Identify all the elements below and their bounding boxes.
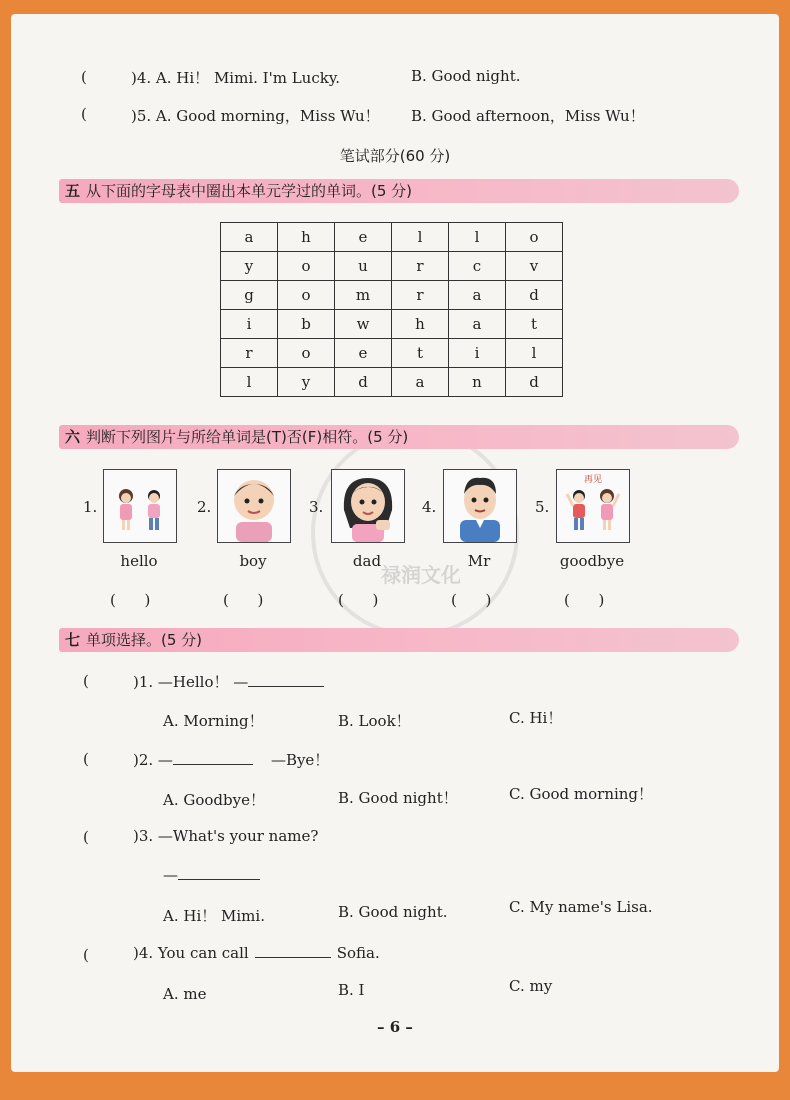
mc-q1-paren[interactable]: ( — [83, 672, 89, 690]
picture-4-number: 4. — [422, 498, 437, 516]
letter-grid-cell[interactable]: l — [221, 368, 278, 397]
picture-3-number: 3. — [309, 498, 324, 516]
letter-grid-cell[interactable]: l — [449, 223, 506, 252]
picture-4-word: Mr — [467, 552, 491, 570]
letter-grid-cell[interactable]: r — [392, 281, 449, 310]
mc-q3-answer-line — [163, 866, 260, 884]
picture-1-answer-blank[interactable]: ( ) — [110, 591, 151, 609]
mc-q4-stem-after: Sofia. — [336, 944, 380, 962]
letter-grid-cell[interactable]: b — [278, 310, 335, 339]
listening-q4-option-b: B. Good night. — [411, 67, 521, 85]
mc-q1-option-c[interactable]: C. Hi！ — [509, 709, 563, 727]
letter-grid-row — [221, 339, 563, 368]
mc-q3-option-b[interactable]: B. Good night. — [338, 903, 448, 921]
mc-q1-option-b[interactable]: B. Look！ — [338, 712, 411, 730]
picture-2 — [217, 469, 291, 543]
letter-grid-cell[interactable]: a — [449, 310, 506, 339]
letter-grid-cell[interactable]: r — [392, 252, 449, 281]
picture-5-word: goodbye — [559, 552, 625, 570]
letter-grid-row — [221, 368, 563, 397]
letter-grid-cell[interactable]: m — [335, 281, 392, 310]
picture-2-word: boy — [239, 552, 267, 570]
letter-grid-cell[interactable]: w — [335, 310, 392, 339]
mc-q2-option-a[interactable]: A. Goodbye！ — [163, 791, 265, 809]
letter-grid-cell[interactable]: h — [278, 223, 335, 252]
letter-grid-cell[interactable]: o — [278, 339, 335, 368]
letter-grid-cell[interactable]: e — [335, 339, 392, 368]
section-6-heading — [59, 425, 739, 449]
picture-1 — [103, 469, 177, 543]
picture-5-answer-blank[interactable]: ( ) — [564, 591, 605, 609]
letter-grid-cell[interactable]: y — [221, 252, 278, 281]
section-5-number: 五 — [65, 182, 81, 200]
boy-face-icon — [218, 470, 290, 542]
letter-grid-cell[interactable]: e — [335, 223, 392, 252]
letter-grid-cell[interactable]: d — [335, 368, 392, 397]
mc-q1-stem — [133, 671, 324, 692]
mc-q4-stem-text: )4. You can call — [133, 944, 249, 962]
letter-grid-cell[interactable]: g — [221, 281, 278, 310]
mc-q4-option-a[interactable]: A. me — [163, 985, 207, 1003]
watermark-text: 禄润文化 — [381, 563, 461, 587]
mc-q4-blank[interactable] — [255, 957, 331, 958]
q5-paren: ( — [81, 105, 87, 123]
letter-grid-cell[interactable]: l — [506, 339, 563, 368]
letter-grid-cell[interactable]: c — [449, 252, 506, 281]
section-5-title: 从下面的字母表中圈出本单元学过的单词。(5 分) — [86, 182, 413, 200]
listening-q5-option-b: B. Good afternoon，Miss Wu！ — [411, 107, 645, 125]
mc-q3-blank[interactable] — [178, 879, 260, 880]
letter-grid-cell[interactable]: t — [506, 310, 563, 339]
mc-q3-dash: — — [163, 866, 178, 884]
letter-grid-row — [221, 281, 563, 310]
worksheet-page — [11, 14, 779, 1072]
mc-q3-option-c[interactable]: C. My name's Lisa. — [509, 898, 653, 916]
mc-q2-option-c[interactable]: C. Good morning！ — [509, 785, 654, 803]
letter-grid-cell[interactable]: t — [392, 339, 449, 368]
listening-q4-option-a: )4. A. Hi！ Mimi. I'm Lucky. — [131, 69, 341, 87]
mc-q1-blank[interactable] — [248, 686, 324, 687]
mc-q3-paren[interactable]: ( — [83, 828, 89, 846]
man-face-icon — [444, 470, 516, 542]
picture-3-answer-blank[interactable]: ( ) — [338, 591, 379, 609]
picture-4-answer-blank[interactable]: ( ) — [451, 591, 492, 609]
mc-q3-option-a[interactable]: A. Hi！ Mimi. — [163, 907, 265, 925]
picture-5-number: 5. — [535, 498, 550, 516]
mc-q4-stem — [133, 944, 380, 962]
letter-grid — [220, 222, 563, 397]
section-5-heading — [59, 179, 739, 203]
mc-q3-stem: )3. —What's your name? — [133, 827, 319, 845]
letter-grid-cell[interactable]: i — [221, 310, 278, 339]
girl-face-icon — [332, 470, 404, 542]
mc-q2-stem — [133, 749, 329, 770]
section-7-title: 单项选择。(5 分) — [86, 631, 203, 649]
letter-grid-cell[interactable]: a — [449, 281, 506, 310]
mc-q2-option-b[interactable]: B. Good night！ — [338, 789, 458, 807]
mc-q1-option-a[interactable]: A. Morning！ — [163, 712, 264, 730]
letter-grid-cell[interactable]: d — [506, 281, 563, 310]
picture-2-number: 2. — [197, 498, 212, 516]
mc-q4-option-c[interactable]: C. my — [509, 977, 553, 995]
letter-grid-cell[interactable]: h — [392, 310, 449, 339]
letter-grid-cell[interactable]: u — [335, 252, 392, 281]
page-number: – 6 – — [377, 1018, 413, 1036]
section-7-number: 七 — [65, 631, 81, 649]
letter-grid-cell[interactable]: a — [221, 223, 278, 252]
letter-grid-row — [221, 252, 563, 281]
two-children-greeting-icon — [104, 470, 176, 542]
section-6-title: 判断下列图片与所给单词是(T)否(F)相符。(5 分) — [86, 428, 409, 446]
letter-grid-cell[interactable]: o — [506, 223, 563, 252]
written-part-title: 笔试部分(60 分) — [339, 147, 451, 165]
mc-q1-stem-text: )1. —Hello！ — — [133, 673, 249, 691]
mc-q2-paren[interactable]: ( — [83, 750, 89, 768]
letter-grid-cell[interactable]: i — [449, 339, 506, 368]
picture-4 — [443, 469, 517, 543]
letter-grid-cell[interactable]: l — [392, 223, 449, 252]
q4-paren: ( — [81, 68, 87, 86]
letter-grid-row — [221, 223, 563, 252]
mc-q2-blank[interactable] — [173, 764, 253, 765]
section-7-heading — [59, 628, 739, 652]
letter-grid-cell[interactable]: n — [449, 368, 506, 397]
listening-q5-option-a: )5. A. Good morning，Miss Wu！ — [131, 107, 380, 125]
picture-1-word: hello — [120, 552, 158, 570]
picture-3 — [331, 469, 405, 543]
picture-1-number: 1. — [83, 498, 98, 516]
letter-grid-cell[interactable]: o — [278, 281, 335, 310]
letter-grid-cell[interactable]: o — [278, 252, 335, 281]
letter-grid-cell[interactable]: r — [221, 339, 278, 368]
picture-3-word: dad — [352, 552, 382, 570]
picture-5 — [556, 469, 630, 543]
picture-2-answer-blank[interactable]: ( ) — [223, 591, 264, 609]
mc-q2-stem-after: —Bye！ — [270, 751, 330, 769]
mc-q4-option-b[interactable]: B. I — [338, 981, 365, 999]
letter-grid-cell[interactable]: y — [278, 368, 335, 397]
mc-q2-stem-text: )2. — — [133, 751, 173, 769]
letter-grid-cell[interactable]: v — [506, 252, 563, 281]
letter-grid-row — [221, 310, 563, 339]
letter-grid-cell[interactable]: d — [506, 368, 563, 397]
letter-grid-cell[interactable]: a — [392, 368, 449, 397]
picture-5-caption: 再见 — [584, 475, 603, 485]
section-6-number: 六 — [65, 428, 81, 446]
mc-q4-paren[interactable]: ( — [83, 946, 89, 964]
